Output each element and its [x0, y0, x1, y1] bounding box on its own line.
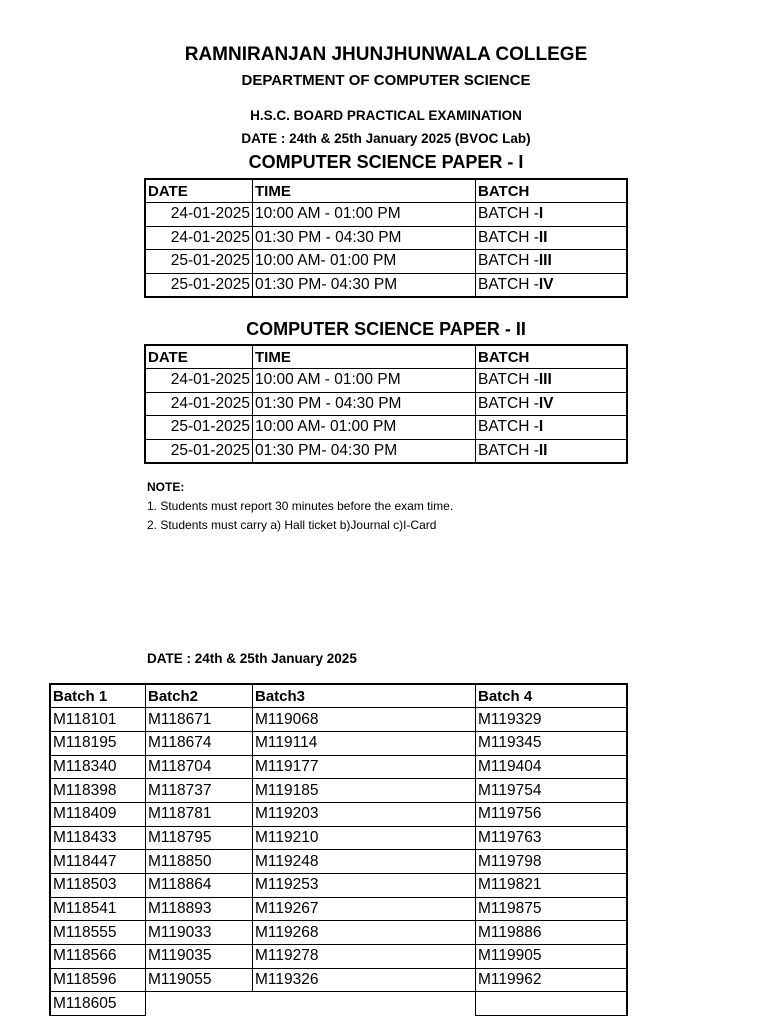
roll-number-cell: M118541 — [50, 897, 146, 921]
roll-number-cell: M119035 — [146, 945, 253, 969]
roll-number-cell: M119278 — [253, 945, 476, 969]
header-time: TIME — [253, 345, 476, 369]
schedule-time: 01:30 PM- 04:30 PM — [253, 273, 476, 297]
roll-number-cell: M118409 — [50, 802, 146, 826]
table-row — [50, 992, 627, 1016]
roll-number-cell: M118566 — [50, 945, 146, 969]
roll-number-cell: M119345 — [476, 731, 628, 755]
roll-number-cell: M119756 — [476, 802, 628, 826]
header-batch: BATCH — [476, 345, 628, 369]
header-date: DATE — [145, 179, 253, 203]
roll-number-cell: M118850 — [146, 850, 253, 874]
roll-number-cell: M119326 — [253, 968, 476, 992]
batch-number: III — [538, 371, 552, 389]
table-header-row — [50, 684, 627, 708]
roll-number-cell: M118398 — [50, 779, 146, 803]
roll-number-cell: M118101 — [50, 708, 146, 732]
roll-number-cell: M118195 — [50, 731, 146, 755]
roll-number-cell — [253, 992, 476, 1016]
batch-prefix: BATCH - — [478, 228, 539, 246]
schedule-date: 25-01-2025 — [145, 273, 253, 297]
paper-2-schedule-table — [144, 344, 628, 464]
table-row — [145, 392, 627, 416]
roll-number-cell: M119177 — [253, 755, 476, 779]
table-row — [145, 273, 627, 297]
batch-prefix: BATCH - — [478, 275, 539, 293]
roll-number-cell: M119210 — [253, 826, 476, 850]
roll-number-cell: M119886 — [476, 921, 628, 945]
batch-prefix: BATCH - — [478, 394, 539, 412]
batch-number: III — [538, 252, 552, 270]
table-row — [50, 708, 627, 732]
roll-number-cell — [146, 992, 253, 1016]
schedule-batch — [476, 226, 628, 250]
schedule-date: 24-01-2025 — [145, 226, 253, 250]
schedule-batch — [476, 250, 628, 274]
table-row — [145, 250, 627, 274]
roll-list-date: DATE : 24th & 25th January 2025 — [147, 651, 357, 666]
roll-number-cell: M119253 — [253, 874, 476, 898]
roll-number-cell: M118737 — [146, 779, 253, 803]
roll-number-cell: M118503 — [50, 874, 146, 898]
roll-number-cell: M118605 — [50, 992, 146, 1016]
department-name: DEPARTMENT OF COMPUTER SCIENCE — [241, 72, 531, 89]
schedule-batch — [476, 203, 628, 227]
roll-number-cell: M118893 — [146, 897, 253, 921]
table-header-row — [145, 179, 627, 203]
note-item: 2. Students must carry a) Hall ticket b)Journal c)I-Card — [147, 518, 437, 532]
roll-number-cell: M119404 — [476, 755, 628, 779]
exam-date-line: DATE : 24th & 25th January 2025 (BVOC Lab) — [241, 131, 531, 146]
batch-number: II — [538, 228, 548, 246]
schedule-date: 25-01-2025 — [145, 250, 253, 274]
batch-prefix: BATCH - — [478, 205, 539, 223]
roll-number-cell: M119905 — [476, 945, 628, 969]
schedule-time: 10:00 AM- 01:00 PM — [253, 250, 476, 274]
schedule-batch — [476, 392, 628, 416]
roll-number-cell: M118671 — [146, 708, 253, 732]
schedule-time: 10:00 AM - 01:00 PM — [253, 203, 476, 227]
roll-number-cell: M118864 — [146, 874, 253, 898]
table-row — [50, 921, 627, 945]
roll-number-cell: M119821 — [476, 874, 628, 898]
schedule-batch — [476, 439, 628, 463]
roll-number-cell: M118704 — [146, 755, 253, 779]
header-batch: BATCH — [476, 179, 628, 203]
batch-prefix: BATCH - — [478, 371, 539, 389]
paper-1-schedule-table — [144, 178, 628, 298]
table-row — [50, 802, 627, 826]
roll-number-cell: M119875 — [476, 897, 628, 921]
roll-number-cell — [476, 992, 628, 1016]
table-row — [145, 203, 627, 227]
batch-prefix: BATCH - — [478, 252, 539, 270]
batch-number: IV — [538, 275, 554, 293]
roll-number-cell: M119114 — [253, 731, 476, 755]
table-row — [50, 826, 627, 850]
roll-number-cell: M118433 — [50, 826, 146, 850]
roll-number-cell: M119267 — [253, 897, 476, 921]
table-row — [145, 416, 627, 440]
batch-prefix: BATCH - — [478, 418, 539, 436]
schedule-date: 24-01-2025 — [145, 203, 253, 227]
roll-number-cell: M119248 — [253, 850, 476, 874]
roll-number-cell: M119055 — [146, 968, 253, 992]
roll-number-cell: M118447 — [50, 850, 146, 874]
schedule-date: 25-01-2025 — [145, 416, 253, 440]
schedule-time: 01:30 PM - 04:30 PM — [253, 392, 476, 416]
schedule-date: 25-01-2025 — [145, 439, 253, 463]
batch-number: I — [538, 418, 544, 436]
batch-roll-table — [49, 683, 628, 1016]
table-row — [50, 755, 627, 779]
schedule-time: 01:30 PM - 04:30 PM — [253, 226, 476, 250]
roll-number-cell: M119203 — [253, 802, 476, 826]
schedule-date: 24-01-2025 — [145, 392, 253, 416]
table-row — [145, 226, 627, 250]
header-batch-2: Batch2 — [146, 684, 253, 708]
header-batch-1: Batch 1 — [50, 684, 146, 708]
roll-number-cell: M118674 — [146, 731, 253, 755]
paper-1-title: COMPUTER SCIENCE PAPER - I — [248, 152, 524, 172]
roll-number-cell: M118555 — [50, 921, 146, 945]
roll-number-cell: M119962 — [476, 968, 628, 992]
roll-number-cell: M119329 — [476, 708, 628, 732]
table-row — [50, 779, 627, 803]
roll-number-cell: M119033 — [146, 921, 253, 945]
roll-number-cell: M119185 — [253, 779, 476, 803]
note-label: NOTE: — [147, 480, 185, 494]
roll-number-cell: M118340 — [50, 755, 146, 779]
roll-number-cell: M119268 — [253, 921, 476, 945]
batch-prefix: BATCH - — [478, 441, 539, 459]
table-row — [50, 968, 627, 992]
schedule-time: 10:00 AM - 01:00 PM — [253, 369, 476, 393]
header-batch-4: Batch 4 — [476, 684, 628, 708]
roll-number-cell: M118596 — [50, 968, 146, 992]
schedule-batch — [476, 273, 628, 297]
table-row — [145, 439, 627, 463]
batch-number: I — [538, 205, 544, 223]
batch-number: II — [538, 441, 548, 459]
schedule-date: 24-01-2025 — [145, 369, 253, 393]
header-batch-3: Batch3 — [253, 684, 476, 708]
roll-number-cell: M119754 — [476, 779, 628, 803]
header-time: TIME — [253, 179, 476, 203]
schedule-batch — [476, 416, 628, 440]
roll-number-cell: M119798 — [476, 850, 628, 874]
table-row — [145, 369, 627, 393]
note-item: 1. Students must report 30 minutes before the exam time. — [147, 499, 454, 513]
exam-title: H.S.C. BOARD PRACTICAL EXAMINATION — [250, 108, 522, 123]
roll-number-cell: M119068 — [253, 708, 476, 732]
header-date: DATE — [145, 345, 253, 369]
table-row — [50, 731, 627, 755]
table-row — [50, 945, 627, 969]
table-row — [50, 897, 627, 921]
roll-number-cell: M118781 — [146, 802, 253, 826]
college-name: RAMNIRANJAN JHUNJHUNWALA COLLEGE — [184, 44, 588, 65]
schedule-batch — [476, 369, 628, 393]
batch-number: IV — [538, 394, 554, 412]
roll-number-cell: M119763 — [476, 826, 628, 850]
table-row — [50, 874, 627, 898]
schedule-time: 10:00 AM- 01:00 PM — [253, 416, 476, 440]
paper-2-title: COMPUTER SCIENCE PAPER - II — [246, 319, 526, 339]
table-row — [50, 850, 627, 874]
roll-number-cell: M118795 — [146, 826, 253, 850]
schedule-time: 01:30 PM- 04:30 PM — [253, 439, 476, 463]
table-header-row — [145, 345, 627, 369]
